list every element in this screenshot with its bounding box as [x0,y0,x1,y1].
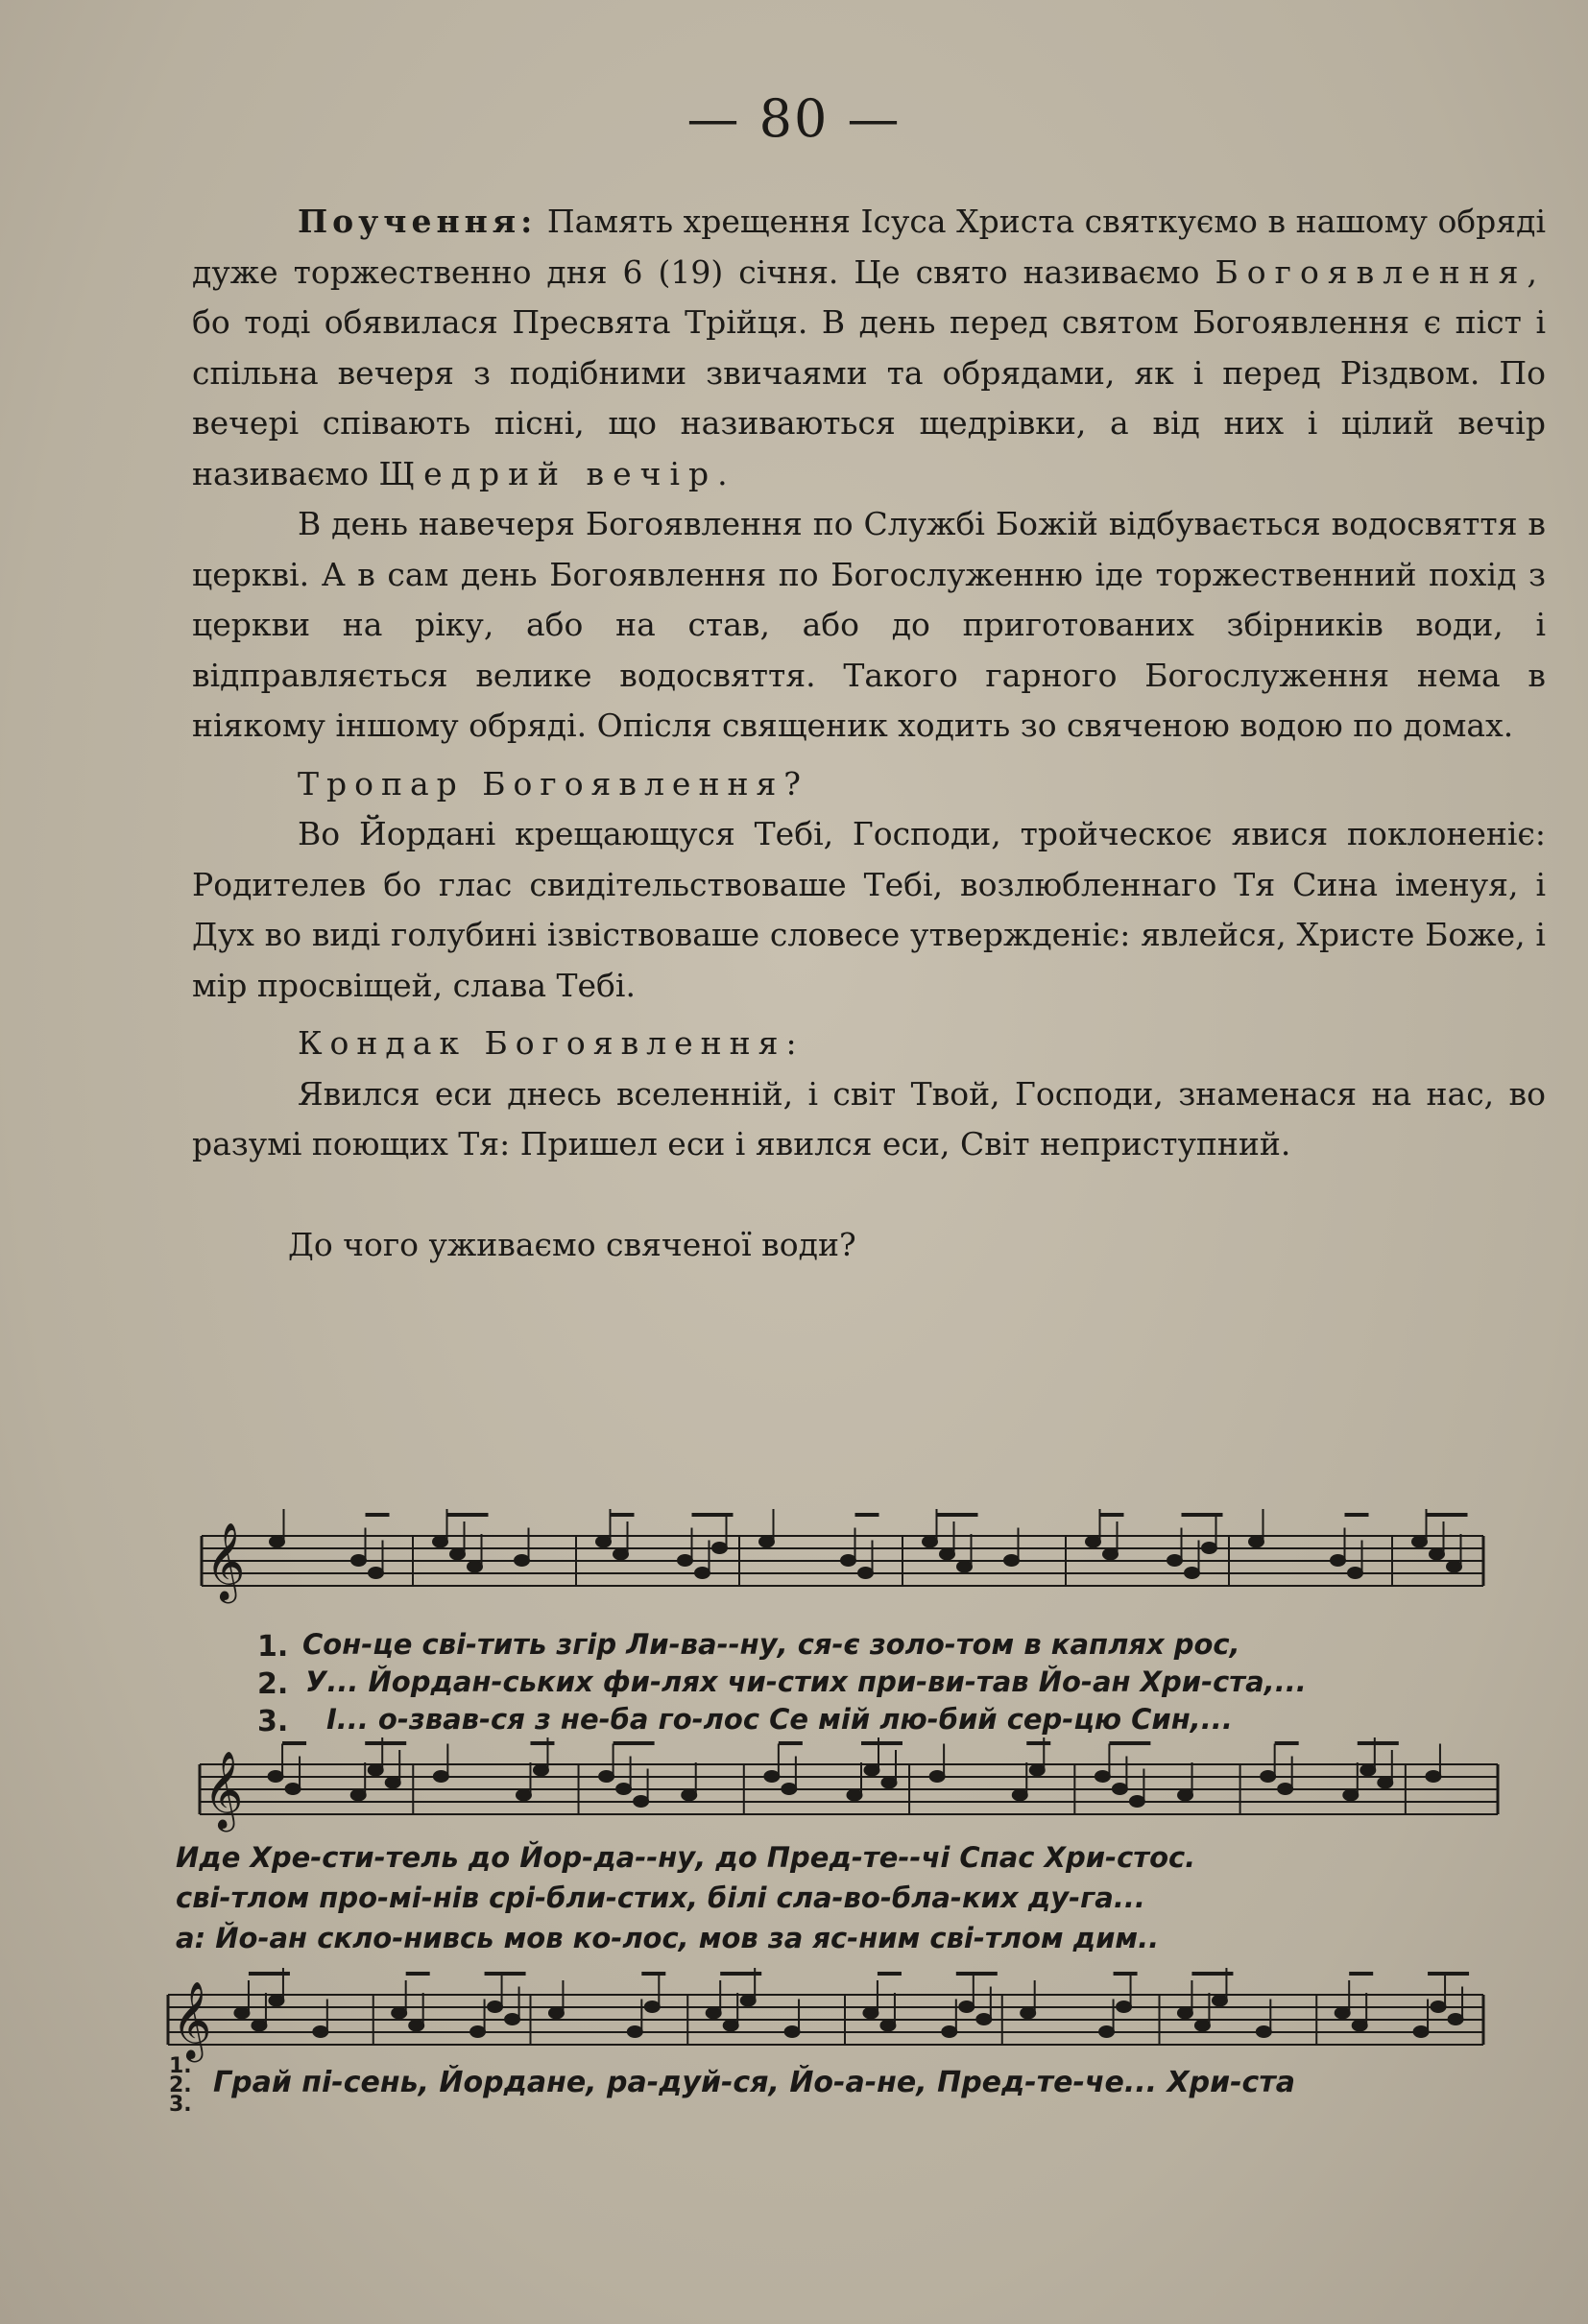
note-head [368,1764,383,1776]
note-head [1348,1568,1363,1579]
note-head [847,1789,862,1801]
note-head [468,1561,483,1572]
note-head [1103,1548,1119,1560]
treble-clef: 𝄞 [204,1750,244,1829]
note-head [1331,1555,1346,1567]
note-head [1343,1789,1359,1801]
note-head [1278,1784,1293,1795]
lyric-line-1-2: У... Йордан-ських фи-лях чи-стих при-ви-тав Йо-ан Хри-ста,... [305,1665,1307,1698]
note-head [599,1771,614,1783]
note-head [596,1536,612,1547]
note-head [1117,2001,1132,2013]
note-head [957,1561,973,1572]
note-head [723,2020,738,2031]
note-head [1202,1543,1217,1554]
note-head [488,2001,503,2013]
note-head [1185,1568,1200,1579]
note-head [1177,2007,1192,2019]
refrain-number-3: 3. [169,2093,192,2117]
note-head [1352,2020,1367,2031]
note-head [505,2014,520,2025]
note-head [1194,2020,1210,2031]
note-head [385,1777,400,1788]
kontakion-heading: Кондак Богоявлення: [298,1024,805,1062]
note-head [942,2026,957,2038]
note-head [268,1771,283,1783]
feast-name-term: Богоявлення, [1215,252,1546,291]
note-head [351,1555,367,1567]
note-head [1448,2014,1463,2025]
note-head [1021,2007,1036,2019]
note-head [634,1796,649,1808]
note-head [350,1789,366,1801]
note-head [1249,1536,1264,1547]
verse-number-1: 1. [257,1630,289,1664]
note-head [1178,1789,1193,1801]
note-head [1029,1764,1045,1776]
note-head [450,1548,466,1560]
lesson-text-b: бо тоді обявилася Пресвята Трійця. В день перед святом Богоявлення є піст і спільна вечеря з подібними звичаями та обрядами, як і перед Різдвом. По вечері співають пісні, що називаються щедрівки, а від них і цілий вечір називаємо [192,303,1546,492]
troparion-heading: Тропар Богоявлення? [298,764,808,803]
note-head [706,2007,721,2019]
note-head [682,1789,697,1801]
note-head [959,2001,974,2013]
note-head [392,2007,407,2019]
note-head [764,1771,780,1783]
note-head [313,2026,328,2038]
note-head [1378,1777,1393,1788]
note-head [270,1536,285,1547]
note-head [863,2007,878,2019]
note-head [1360,1764,1376,1776]
note-head [1004,1555,1020,1567]
note-head [1212,1995,1227,2006]
note-head [516,1789,531,1801]
note-head [940,1548,955,1560]
note-head [1086,1536,1101,1547]
note-head [1412,1536,1428,1547]
note-head [369,1568,384,1579]
note-head [880,2020,896,2031]
note-head [1447,1561,1462,1572]
lyric-line-1-1: Сон-це сві-тить згір Ли-ва--ну, ся-є золо-том в каплях рос, [302,1628,1240,1661]
note-head [1261,1771,1276,1783]
kontakion-text: Явился еси днесь вселенній, і світ Твой, Господи, знаменася на нас, во разумі поющих Тя: Пришел еси і явился еси, Світ неприступний. [192,1074,1546,1162]
lyric-line-2-3: а: Йо-ан скло-нивсь мов ко-лос, мов за яс-ним сві-тлом дим.. [176,1922,1160,1954]
water-blessing-paragraph: В день навечеря Богоявлення по Службі Божій відбувається водосвяття в церкві. А в сам день Богоявлення по Богослуженню іде торжественний похід з церкви на ріку, або на став, або до приготованих збірників води, і відправляється велике водосвяття. Такого гарного Богослуження нема в ніякому іншому обряді. Опісля священик ходить зо свяченою водою по домах. [192,505,1546,744]
note-head [712,1543,728,1554]
note-head [234,2007,250,2019]
page-number: — 80 — [686,88,902,149]
note-head [269,1995,284,2006]
verse-number-3: 3. [257,1705,289,1738]
lyric-line-1-3: І... о-звав-ся з не-ба го-лос Се мій лю-бий сер-цю Син,... [326,1703,1233,1736]
note-head [1129,1796,1144,1808]
note-head [533,1764,548,1776]
note-head [678,1555,693,1567]
note-head [740,1995,756,2006]
note-head [433,1771,448,1783]
note-head [644,2001,660,2013]
treble-clef: 𝄞 [205,1521,246,1600]
note-head [616,1784,632,1795]
note-head [1167,1555,1183,1567]
note-head [782,1784,797,1795]
note-head [858,1568,874,1579]
note-head [1112,1784,1127,1795]
note-head [627,2026,642,2038]
note-head [929,1771,945,1783]
note-head [1430,1548,1445,1560]
note-head [285,1784,301,1795]
troparion-text: Во Йордані крещающуся Тебі, Господи, тройческоє явися поклоненіє: Родителев бо глас свидітельствоваше Тебі, возлюбленнаго Тя Сина іменуя, і Дух во виді голубині ізвіствоваше словесе утвержденіє: явлейся, Христе Боже, і мір просвіщей, слава Тебі. [192,815,1546,1004]
note-head [548,2007,564,2019]
note-head [1256,2026,1271,2038]
note-head [614,1548,629,1560]
treble-clef: 𝄞 [172,1980,212,2059]
review-question: До чого уживаємо свяченої води? [288,1225,856,1263]
note-head [1426,1771,1441,1783]
note-head [470,2026,486,2038]
note-head [252,2020,267,2031]
note-head [433,1536,448,1547]
refrain-number-2: 2. [169,2073,192,2097]
note-head [1413,2026,1429,2038]
note-head [864,1764,879,1776]
lyric-line-2-2: сві-тлом про-мі-нів срі-бли-стих, білі сла-во-бла-ких ду-га... [176,1881,1145,1914]
note-head [784,2026,800,2038]
note-head [759,1536,775,1547]
note-head [1099,2026,1115,2038]
note-head [923,1536,938,1547]
note-head [1431,2001,1446,2013]
note-head [1335,2007,1350,2019]
verse-number-2: 2. [257,1667,289,1701]
refrain-lyric: Грай пі-сень, Йордане, ра-дуй-ся, Йо-а-не, Пред-те-че... Хри-ста [213,2066,1295,2099]
lesson-text-a: Память хрещення Ісуса Христа святкуємо в нашому обряді дуже торжественно дня 6 (19) січня. Це свято називаємо [192,203,1546,291]
note-head [976,2014,992,2025]
note-head [841,1555,856,1567]
note-head [881,1777,897,1788]
refrain-number-1: 1. [169,2054,192,2078]
note-head [515,1555,530,1567]
lyric-line-2-1: Иде Хре-сти-тель до Йор-да--ну, до Пред-те--чі Спас Хри-стос. [176,1841,1196,1874]
note-head [1095,1771,1110,1783]
evening-name-term: Щедрий вечір. [378,454,736,492]
note-head [695,1568,710,1579]
note-head [409,2020,424,2031]
note-head [1012,1789,1027,1801]
lesson-label: Поучення: [298,203,538,240]
